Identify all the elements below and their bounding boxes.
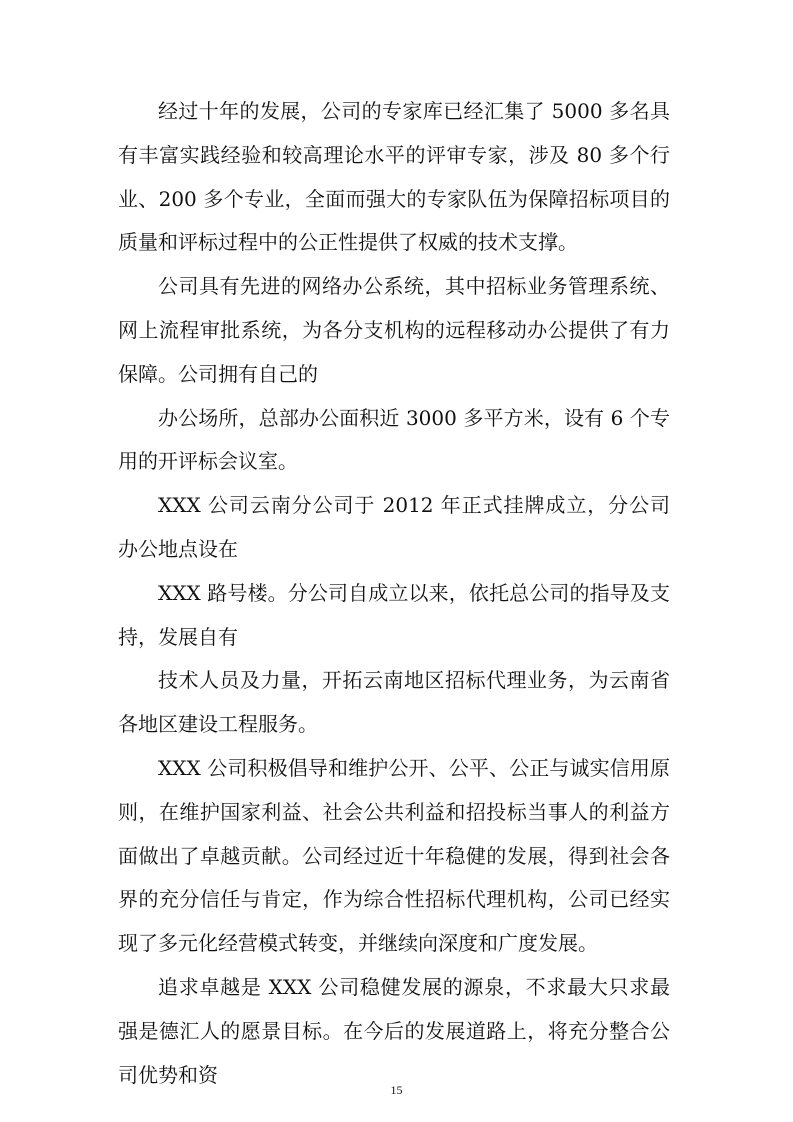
paragraph-vision: 追求卓越是 XXX 公司稳健发展的源泉，不求最大只求最强是德汇人的愿景目标。在今后的发展道路上，将充分整合公司优势和资	[118, 974, 670, 1087]
paragraph-yunnan-branch: XXX 公司云南分公司于 2012 年正式挂牌成立，分公司办公地点设在	[118, 493, 670, 561]
paragraph-office-space: 办公场所，总部办公面积近 3000 多平方米，设有 6 个专用的开评标会议室。	[118, 405, 670, 474]
paragraph-principles: XXX 公司积极倡导和维护公开、公平、公正与诚实信用原则，在维护国家利益、社会公共利益和招投标当事人的利益方面做出了卓越贡献。公司经过近十年稳健的发展，得到社会各界的充分信任与肯定，作为综合性招标代理机构，公司已经实现了多元化经营模式转变，并继续向深度和广度发展。	[118, 755, 670, 956]
paragraph-expert-pool: 经过十年的发展，公司的专家库已经汇集了 5000 多名具有丰富实践经验和较高理论水平的评审专家，涉及 80 多个行业、200 多个专业，全面而强大的专家队伍为保障招标项目的质量和评标过程中的公正性提供了权威的技术支撑。	[118, 99, 670, 255]
page-number: 15	[390, 1083, 403, 1097]
paragraph-office-system: 公司具有先进的网络办公系统，其中招标业务管理系统、网上流程审批系统，为各分支机构的远程移动办公提供了有力保障。公司拥有自己的	[118, 274, 670, 386]
paragraph-branch-address: XXX 路号楼。分公司自成立以来，依托总公司的指导及支持，发展自有	[118, 580, 670, 649]
paragraph-branch-business: 技术人员及力量，开拓云南地区招标代理业务，为云南省各地区建设工程服务。	[118, 668, 670, 737]
document-page	[118, 90, 670, 1097]
